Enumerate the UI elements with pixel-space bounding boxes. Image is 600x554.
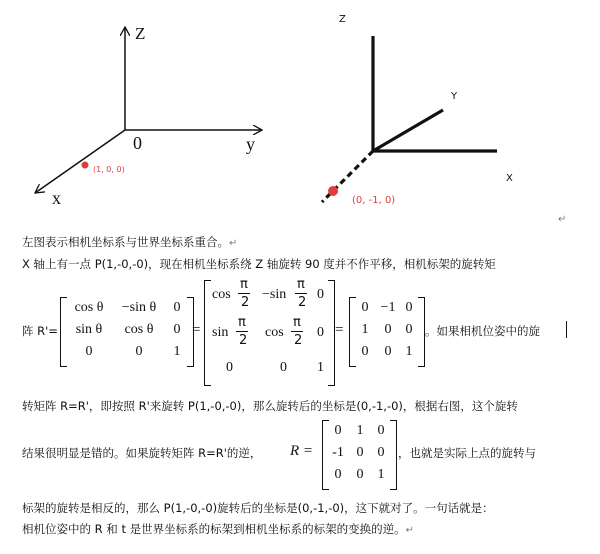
matrix-pi-two: 2	[294, 333, 303, 348]
matrix-pi-sin: sin	[212, 325, 229, 340]
matrix-pi-cell: 0	[280, 360, 287, 375]
matrix-theta-cell: sin θ	[75, 322, 103, 337]
matrix-theta-cell: cos θ	[124, 322, 154, 337]
figure-return-mark: ↵	[558, 214, 567, 225]
matrix-pi-cell: 0	[226, 360, 233, 375]
matrix-inv-cell: 0	[377, 423, 385, 438]
equals-sign-2: =	[335, 322, 344, 338]
text-line-2: X 轴上有一点 P(1,-0,-0)，现在相机坐标系绕 Z 轴旋转 90 度并不作平移，相机标架的旋转矩	[22, 257, 496, 271]
return-mark: ↵	[229, 238, 238, 249]
matrix-pi-pi: π	[238, 315, 246, 330]
left-axes-figure	[0, 0, 300, 215]
right-point-label: (0, -1, 0)	[352, 195, 396, 206]
text-line-5-suffix: ，也就是实际上点的旋转与	[398, 446, 536, 460]
matrix-pi-two: 2	[241, 295, 250, 310]
matrix-inv-cell: 0	[356, 445, 364, 460]
text-cursor	[566, 321, 567, 338]
matrix-num-cell: 0	[361, 344, 369, 359]
matrix-num-cell: 0	[361, 300, 369, 315]
matrix-pi-pi: π	[240, 277, 248, 292]
matrix-pi-pi: π	[297, 277, 305, 292]
matrix-pi-neg-sin: −sin	[262, 287, 287, 302]
matrix-inv-cell: 0	[377, 445, 385, 460]
matrix-inv-cell: 0	[334, 467, 342, 482]
right-z-label: Z	[339, 14, 346, 25]
left-x-label: x	[52, 188, 61, 208]
matrix-theta-cell: −sin θ	[121, 300, 157, 315]
matrix-pi-cos: cos	[212, 287, 231, 302]
text-line-1: 左图表示相机坐标系与世界坐标系重合。↵	[22, 235, 238, 249]
right-y-axis	[373, 110, 443, 151]
matrix-theta-cell: 0	[135, 344, 143, 359]
matrix-num-cell: 1	[405, 344, 413, 359]
matrix-num-cell: −1	[380, 300, 396, 315]
matrix-num-cell: 1	[361, 322, 369, 337]
matrix-num-cell: 0	[384, 322, 392, 337]
matrix-num-cell: 0	[405, 322, 413, 337]
matrix-pi-cell: 1	[317, 360, 324, 375]
matrix-pi-two: 2	[298, 295, 307, 310]
matrix-theta-cell: cos θ	[74, 300, 104, 315]
text-line-4: 转矩阵 R=R'，即按照 R'来旋转 P(1,-0,-0)，那么旋转后的坐标是(0,-1,-0)，根据右图，这个旋转	[22, 399, 518, 413]
matrix-pi-cos: cos	[265, 325, 284, 340]
left-point-label: (1, 0, 0)	[93, 165, 125, 174]
text-line-6: 标架的旋转是相反的，那么 P(1,-0,-0)旋转后的坐标是(0,-1,-0)，这下就对了。一句话就是：	[22, 501, 494, 515]
left-origin-label: 0	[133, 133, 142, 153]
r-equals-label: R =	[290, 443, 314, 459]
matrix-pi-pi: π	[293, 315, 301, 330]
matrix-num-cell: 0	[384, 344, 392, 359]
matrix-pi-two: 2	[239, 333, 248, 348]
equals-sign-1: =	[192, 322, 201, 338]
left-y-label: y	[246, 134, 255, 154]
matrix-theta-cell: 0	[173, 322, 181, 337]
left-x-axis	[35, 130, 125, 193]
return-mark: ↵	[405, 525, 415, 536]
matrix-inv-cell: 0	[356, 467, 364, 482]
text-line-5-prefix: 结果很明显是错的。如果旋转矩阵 R=R'的逆，	[22, 446, 262, 460]
matrix-pi-zero: 0	[317, 287, 324, 302]
matrix-num-cell: 0	[405, 300, 413, 315]
matrix-inv-cell: 1	[377, 467, 385, 482]
text-line-3-suffix: 。如果相机位姿中的旋	[425, 324, 540, 338]
matrix-theta-cell: 1	[173, 344, 181, 359]
matrix-theta-cell: 0	[173, 300, 181, 315]
right-point-marker	[328, 186, 338, 196]
matrix-inv-cell: 0	[334, 423, 342, 438]
matrix-inv-cell: 1	[356, 423, 364, 438]
right-x-label: X	[506, 173, 513, 184]
right-axes-figure	[300, 0, 600, 215]
matrix-inv-cell: -1	[332, 445, 344, 460]
left-point-marker	[82, 162, 89, 169]
matrix-pi-zero: 0	[317, 325, 324, 340]
left-z-label: Z	[135, 24, 146, 43]
right-y-label: Y	[451, 91, 458, 102]
matrix-theta-cell: 0	[85, 344, 93, 359]
text-line-7: 相机位姿中的 R 和 t 是世界坐标系的标架到相机坐标系的标架的变换的逆。↵	[22, 522, 415, 536]
text-line-3-prefix: 阵 R'=	[22, 324, 58, 338]
